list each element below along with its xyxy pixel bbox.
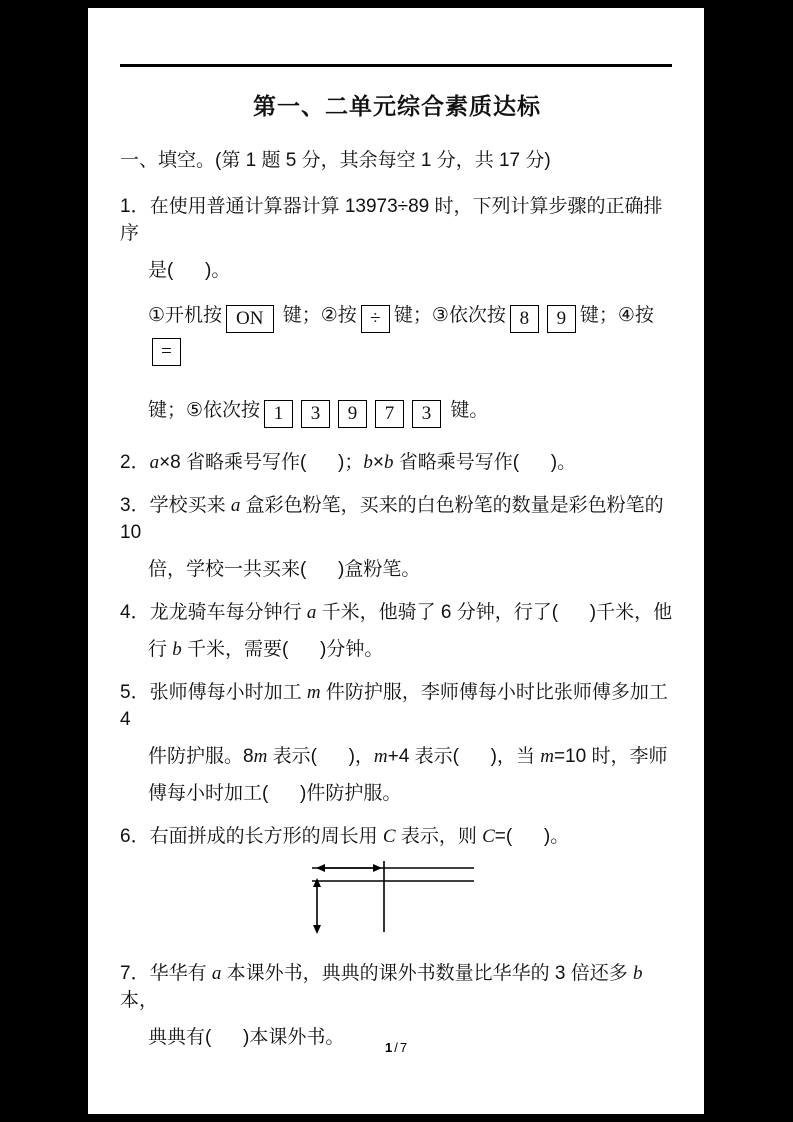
text-segment: 3．学校买来 [120,495,231,516]
text-segment: 行 [148,639,173,660]
text-segment: 键；⑤依次按 [148,400,261,421]
question-3-line-1 [120,492,674,546]
question-5 [120,679,674,807]
text-segment: 千米，他骑了 6 分钟，行了( )千米，他 [316,602,673,623]
calculator-key: ÷ [361,305,390,333]
text-segment: 键；②按 [277,305,357,326]
text-segment: 5．张师傅每小时加工 [120,682,307,703]
calculator-key: 9 [338,400,367,428]
text-segment: 典典有( )本课外书。 [148,1027,345,1048]
question-6-line-1 [120,823,674,850]
page-number-current: 1 [384,1040,393,1055]
question-4-line-2 [120,636,674,663]
text-segment: 1．在使用普通计算器计算 13973÷89 时，下列计算步骤的正确排序 [120,196,663,244]
calculator-key: 3 [412,400,441,428]
text-segment: 倍，学校一共买来( )盒粉笔。 [148,559,421,580]
text-segment: b [363,452,373,473]
page-content [88,8,704,1114]
text-segment: a [230,495,241,516]
text-segment: C [382,826,396,847]
text-segment: b [172,639,182,660]
question-1 [120,193,674,433]
section-header: 一、填空。(第 1 题 5 分，其余每空 1 分，共 17 分) [120,150,551,171]
text-segment: ①开机按 [148,305,223,326]
text-segment: 4．龙龙骑车每分钟行 [120,602,307,623]
text-segment: 键；④按 [579,305,654,326]
question-2-line-1 [120,449,674,476]
text-segment: +4 表示( )，当 [387,746,541,767]
question-6 [120,823,674,942]
question-2 [120,449,674,476]
question-4 [120,599,674,663]
text-segment: m [540,746,554,767]
text-segment: a [149,452,160,473]
question-5-line-2 [120,743,674,770]
question-4-line-1 [120,599,674,626]
text-segment: 省略乘号写作( )。 [393,452,577,473]
question-5-line-1 [120,679,674,733]
calculator-key: 9 [547,305,576,333]
text-segment: 千米，需要( )分钟。 [181,639,384,660]
text-segment: 本， [120,963,648,1011]
text-segment: 表示( )， [267,746,374,767]
width-arrow-right-head [373,864,382,872]
text-segment: m [306,682,321,703]
calculator-key: ON [226,305,273,333]
page-title: 第一、二单元综合素质达标 [253,93,541,119]
height-arrow-top-head [313,878,321,887]
question-7 [120,960,674,1051]
question-1-keys-row-2 [120,389,674,433]
calculator-key: 8 [510,305,539,333]
question-7-line-1 [120,960,674,1014]
calculator-key: 3 [301,400,330,428]
text-segment: 是( )。 [148,260,231,281]
question-1-line-1 [120,193,674,247]
text-segment: 本课外书，典典的课外书数量比华华的 3 倍还多 [221,963,634,984]
calculator-key: 1 [264,400,293,428]
text-segment: b [633,963,643,984]
text-segment: a [211,963,222,984]
text-segment: 件防护服，李师傅每小时比张师傅多加工 4 [120,682,674,730]
text-segment: 盒彩色粉笔，买来的白色粉笔的数量是彩色粉笔的 10 [120,495,669,543]
question-1-line-2 [120,257,674,284]
text-segment: b [383,452,394,473]
calculator-key: = [152,338,181,366]
text-segment: =10 时，李师 [553,746,668,767]
text-segment: ×8 省略乘号写作( )； [159,452,364,473]
question-1-keys-row-1 [120,294,674,383]
text-segment: m [373,746,388,767]
page-number-total: 7 [399,1040,408,1055]
rectangle-diagram [310,860,674,942]
text-segment: a [306,602,317,623]
text-segment: 傅每小时加工( )件防护服。 [148,783,402,804]
width-arrow-left-head [316,864,325,872]
text-segment: =( )。 [494,826,570,847]
question-3 [120,492,674,583]
text-segment: 6．右面拼成的长方形的周长用 [120,826,383,847]
text-segment: 表示，则 [395,826,483,847]
text-segment: 2． [120,452,150,473]
page-number [88,1040,704,1056]
text-segment: × [372,452,384,473]
header-rule [120,64,672,67]
calculator-key: 7 [375,400,404,428]
text-segment: 键；③依次按 [393,305,506,326]
text-segment: 键。 [445,400,489,421]
document-page [88,8,704,1114]
text-segment: 7．华华有 [120,963,212,984]
page-number-separator: / [394,1040,398,1055]
text-segment: 件防护服。8 [148,746,254,767]
question-3-line-2 [120,556,674,583]
question-5-line-3 [120,780,674,807]
text-segment: m [253,746,268,767]
text-segment: C [482,826,495,847]
height-arrow-bottom-head [313,925,321,934]
